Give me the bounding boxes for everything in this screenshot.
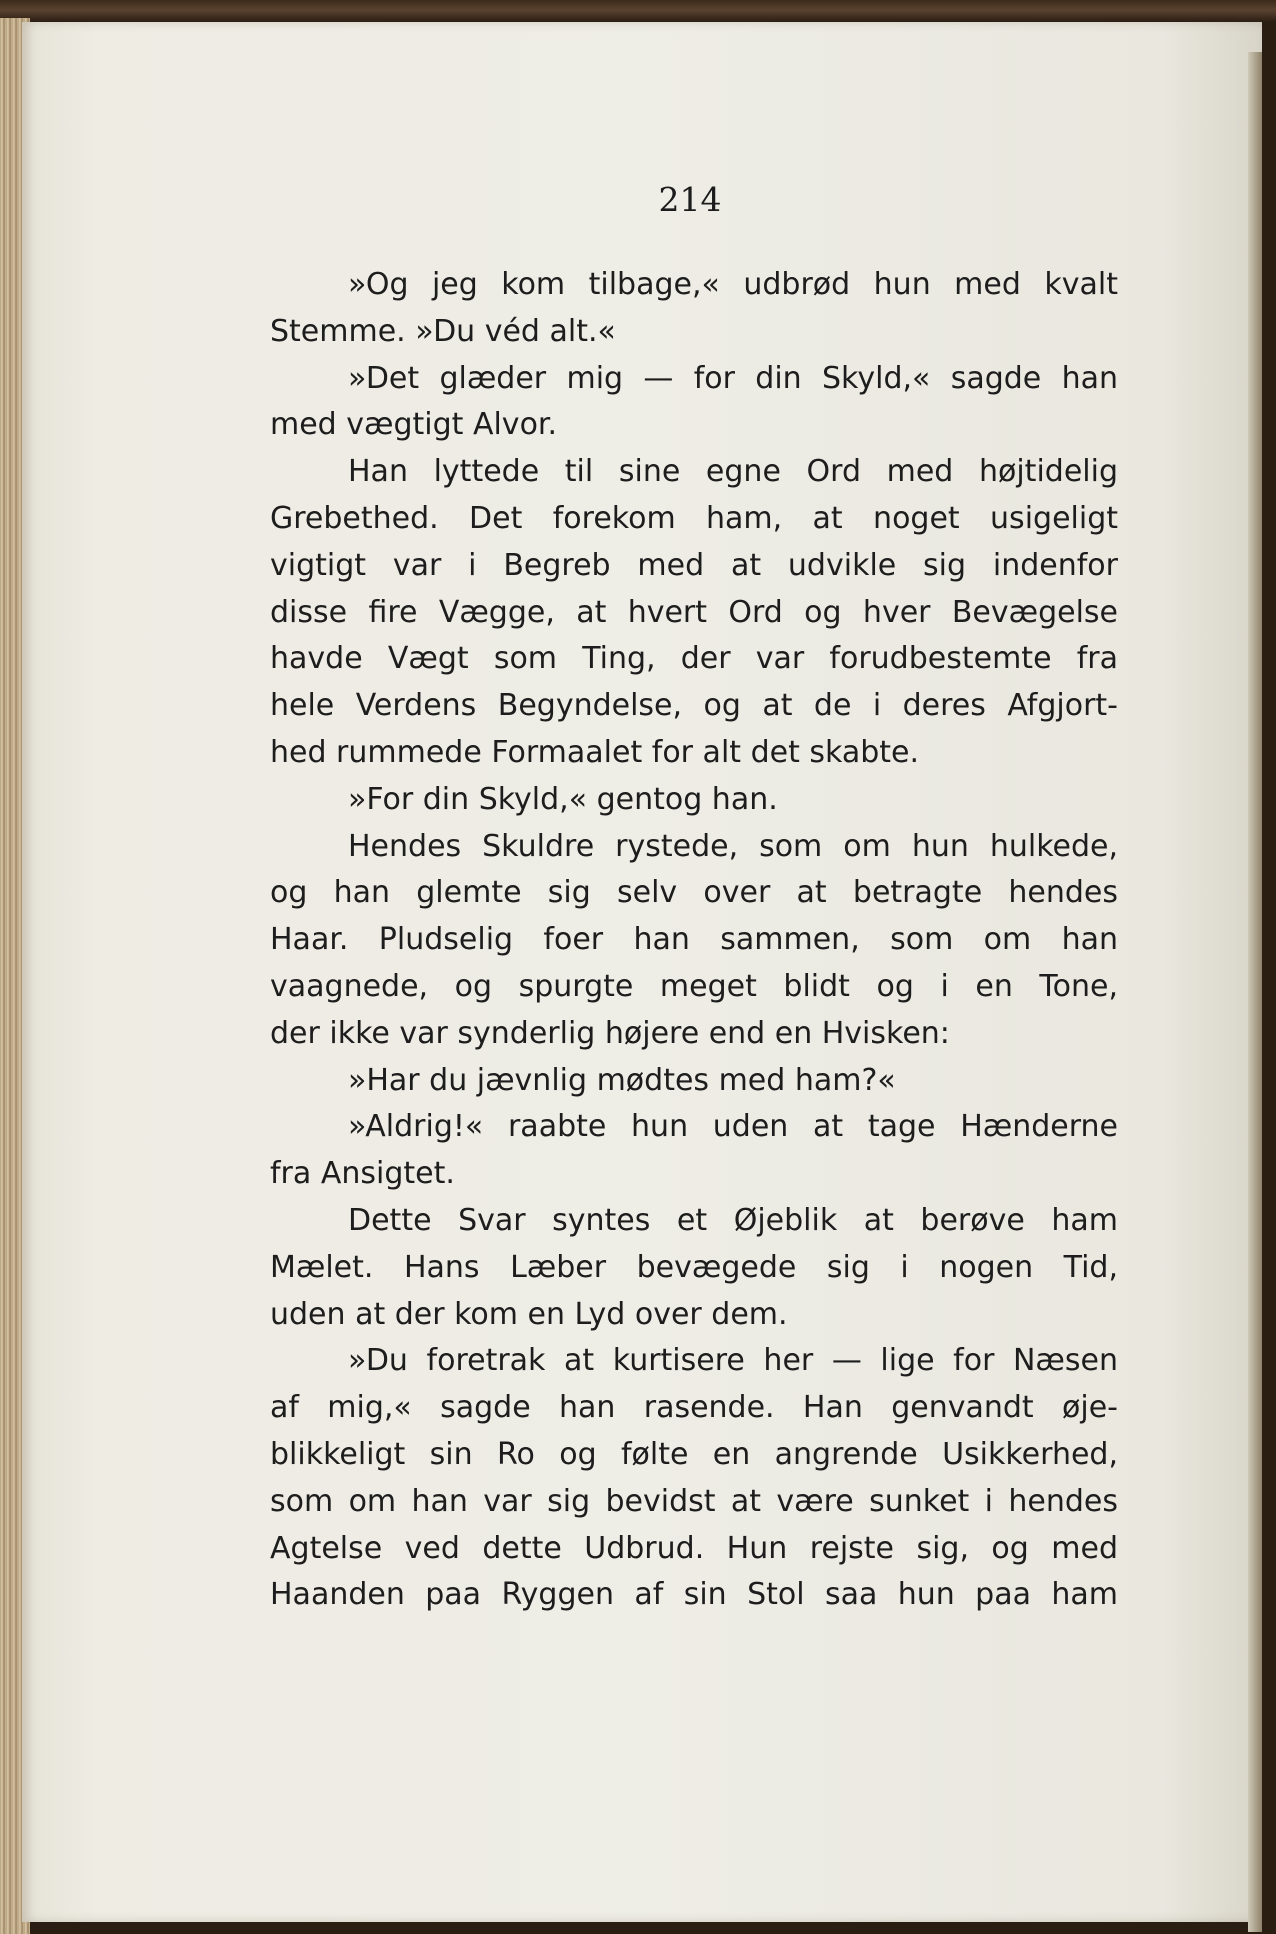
text-line: disse fire Vægge, at hvert Ord og hver Bevægelse [270, 594, 1118, 630]
text-line: hele Verdens Begyndelse, og at de i deres Afgjort- [270, 688, 1118, 724]
text-line: »Aldrig!« raabte hun uden at tage Hænderne [348, 1109, 1118, 1145]
text-line: vigtigt var i Begreb med at udvikle sig indenfor [270, 547, 1118, 583]
text-line: Grebethed. Det forekom ham, at noget usigeligt [270, 500, 1118, 536]
text-line: Haar. Pludselig foer han sammen, som om han [270, 922, 1118, 958]
text-line: uden at der kom en Lyd over dem. [270, 1296, 788, 1332]
text-line: af mig,« sagde han rasende. Han genvandt øje- [270, 1390, 1118, 1426]
body-text [270, 262, 1118, 1619]
text-line: »Og jeg kom tilbage,« udbrød hun med kvalt [348, 267, 1118, 302]
text-line: Haanden paa Ryggen af sin Stol saa hun paa ham [270, 1577, 1118, 1613]
text-line: med vægtigt Alvor. [270, 407, 558, 443]
text-line: havde Vægt som Ting, der var forudbestemte fra [270, 641, 1118, 677]
text-line: »For din Skyld,« gentog han. [348, 781, 778, 817]
page-number: 214 [658, 180, 722, 219]
text-line: Agtelse ved dette Udbrud. Hun rejste sig, og med [270, 1530, 1118, 1566]
text-line: Mælet. Hans Læber bevægede sig i nogen Tid, [270, 1249, 1118, 1285]
text-line: fra Ansigtet. [270, 1156, 455, 1192]
text-line: der ikke var synderlig højere end en Hvisken: [270, 1015, 950, 1051]
text-line: Han lyttede til sine egne Ord med højtidelig [348, 454, 1118, 490]
text-line: Dette Svar syntes et Øjeblik at berøve ham [348, 1202, 1118, 1238]
page-fold-shadow [1248, 52, 1262, 1932]
text-line: vaagnede, og spurgte meget blidt og i en Tone, [270, 968, 1118, 1004]
text-line: som om han var sig bevidst at være sunket i hendes [270, 1483, 1118, 1519]
text-line: »Har du jævnlig mødtes med ham?« [348, 1062, 896, 1098]
text-line: Stemme. »Du véd alt.« [270, 313, 616, 349]
text-line: hed rummede Formaalet for alt det skabte. [270, 734, 920, 770]
text-line: »Du foretrak at kurtisere her — lige for Næsen [348, 1343, 1118, 1379]
text-line: og han glemte sig selv over at betragte hendes [270, 875, 1118, 911]
text-line: blikkeligt sin Ro og følte en angrende Usikkerhed, [270, 1436, 1118, 1472]
text-line: »Det glæder mig — for din Skyld,« sagde han [348, 360, 1118, 396]
text-line: Hendes Skuldre rystede, som om hun hulkede, [348, 828, 1118, 864]
